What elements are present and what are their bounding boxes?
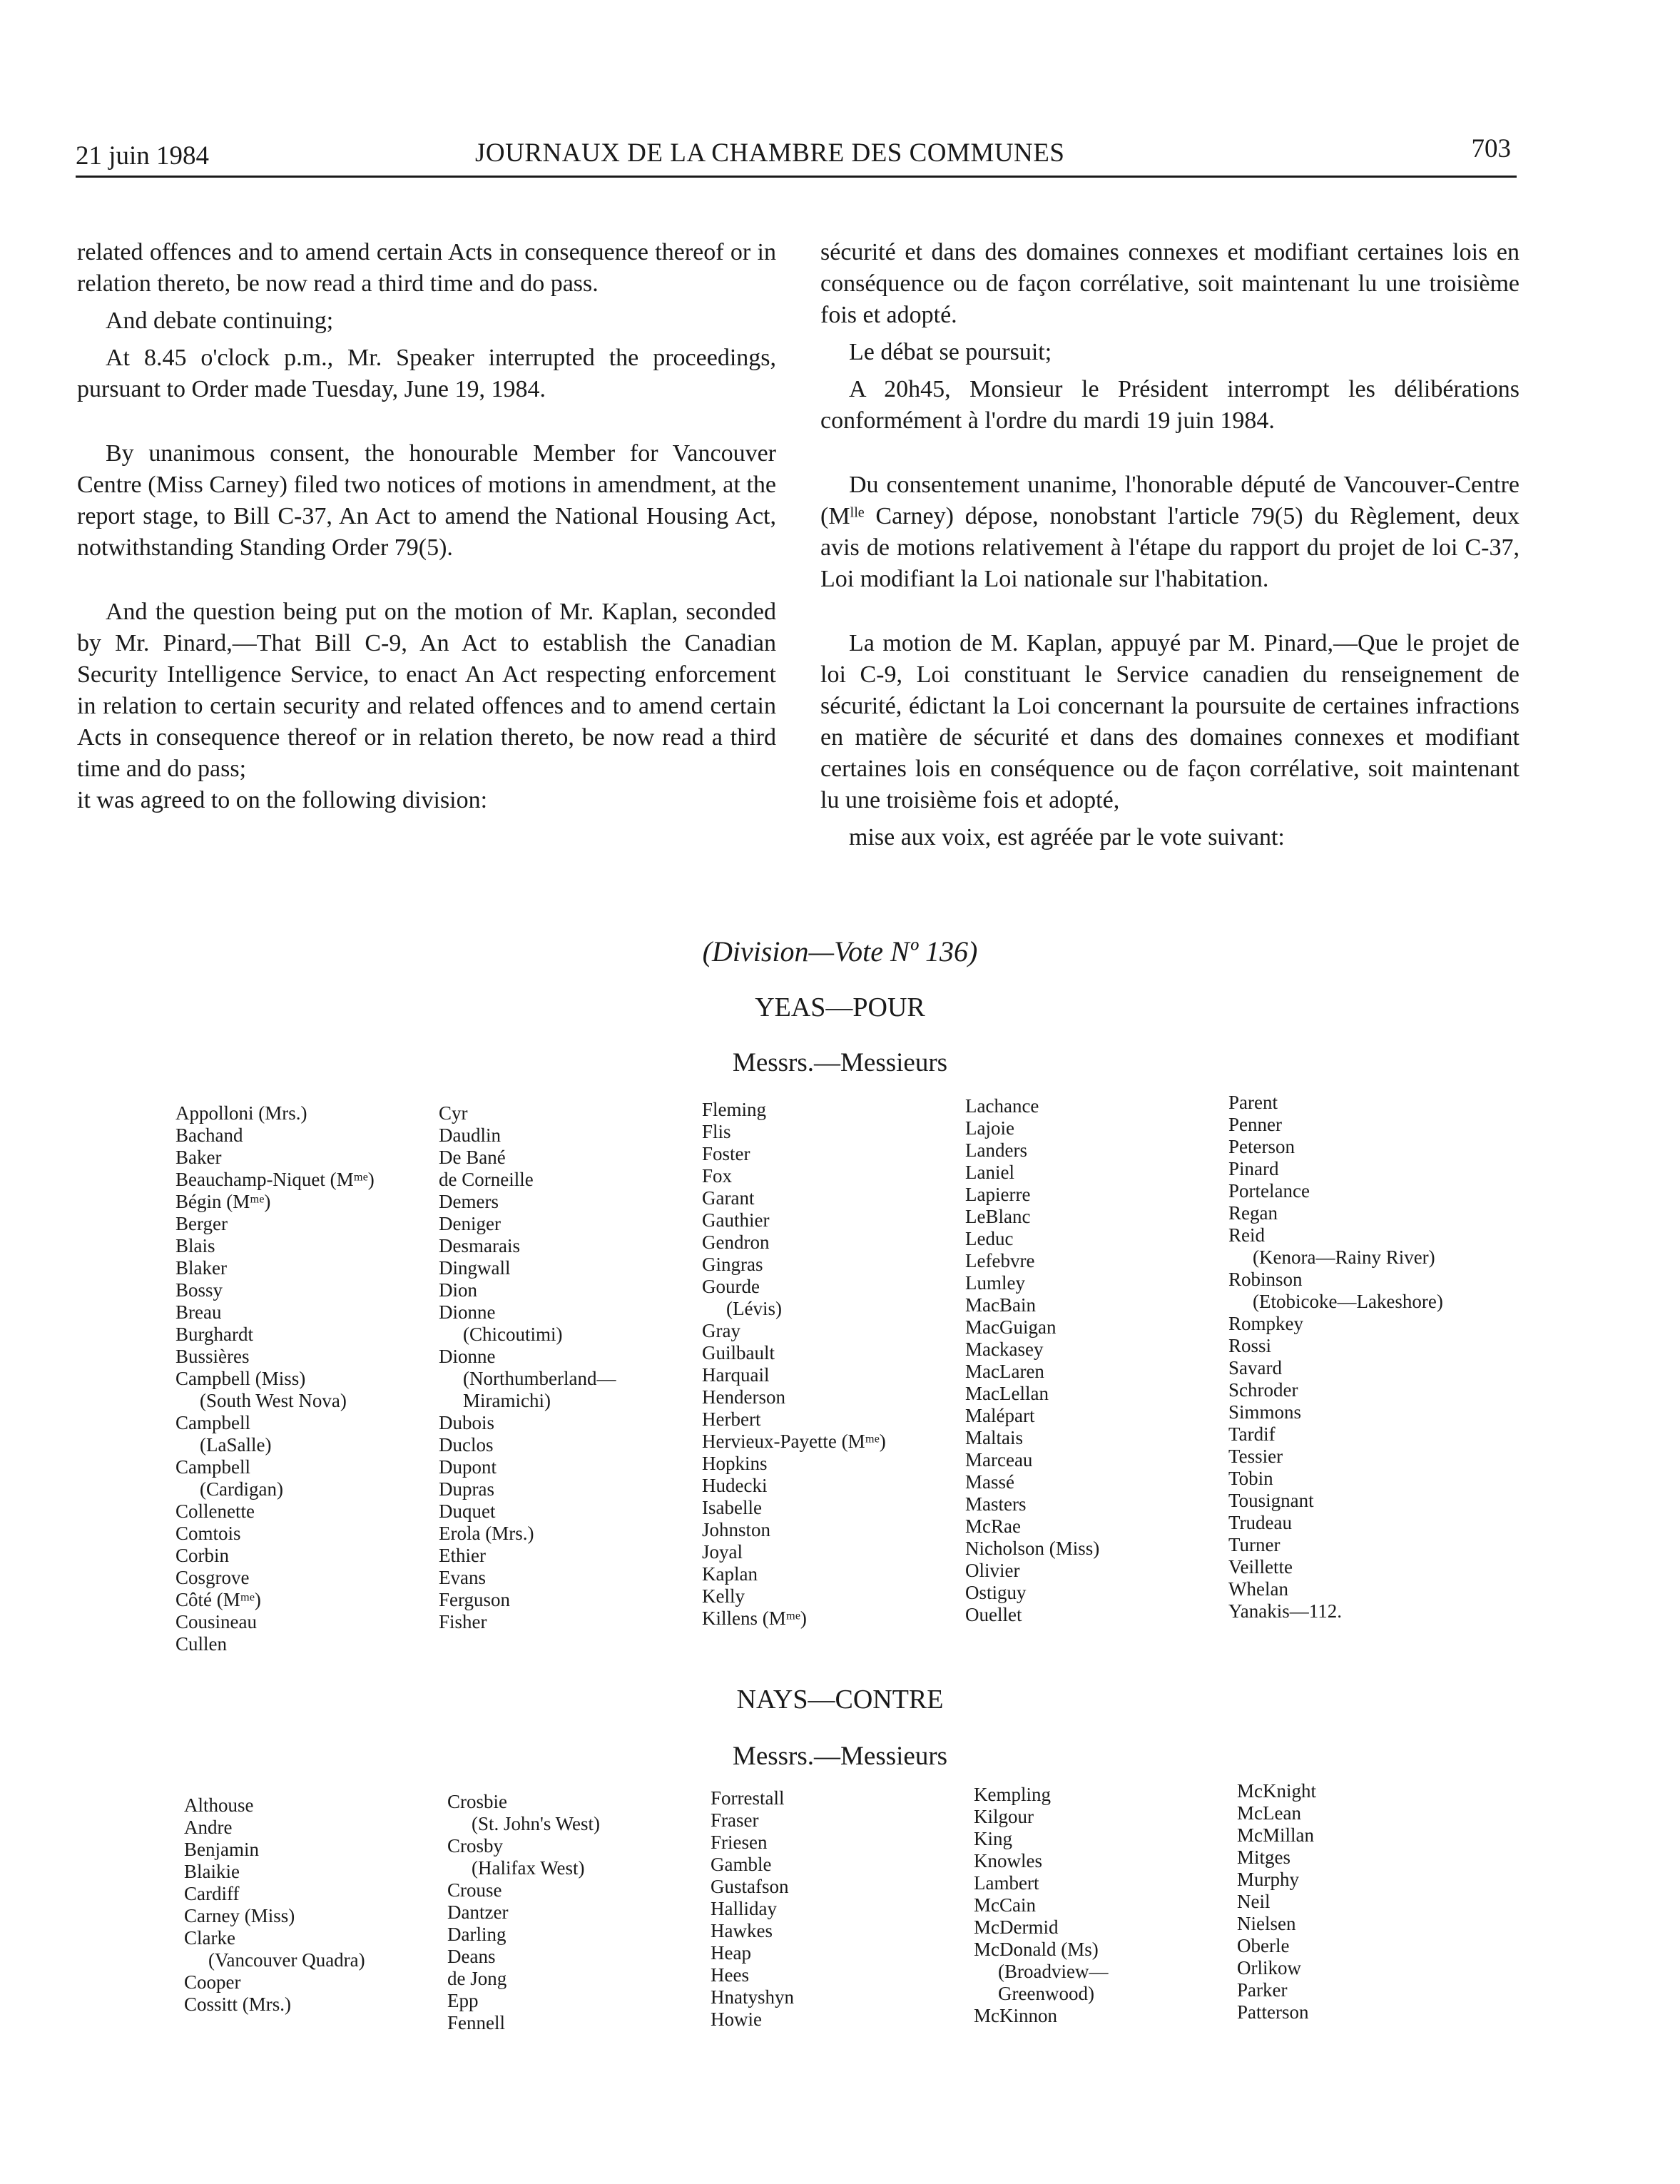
nay-member-name: McCain bbox=[974, 1894, 1036, 1916]
nays-column-3 bbox=[711, 1787, 794, 2031]
yea-member-name: Leduc bbox=[965, 1228, 1014, 1249]
english-column bbox=[77, 237, 776, 816]
yea-member-name: Blaker bbox=[175, 1257, 227, 1279]
nay-member-name: Clarke bbox=[184, 1927, 235, 1949]
yea-member-name: Cousineau bbox=[175, 1611, 257, 1632]
yea-member-name: Rompkey bbox=[1228, 1313, 1303, 1334]
nay-member-name: McMillan bbox=[1237, 1824, 1314, 1846]
yea-member-name: Robinson bbox=[1228, 1269, 1303, 1290]
yeas-column-5 bbox=[1228, 1092, 1443, 1622]
yea-member-name: Whelan bbox=[1228, 1578, 1288, 1600]
nay-member-name: Blaikie bbox=[184, 1861, 240, 1882]
yea-member-name: De Bané bbox=[439, 1147, 506, 1168]
yea-member-name: Campbell (Miss) bbox=[175, 1368, 306, 1389]
yea-member-name: LeBlanc bbox=[965, 1206, 1031, 1227]
yea-member-name: Ouellet bbox=[965, 1604, 1022, 1625]
yea-member-name: Lapierre bbox=[965, 1184, 1031, 1205]
yea-member-name: Massé bbox=[965, 1471, 1014, 1493]
yea-member-name: Lajoie bbox=[965, 1117, 1014, 1139]
yea-member-name: Turner bbox=[1228, 1534, 1281, 1555]
yea-member-name: Gauthier bbox=[702, 1209, 770, 1231]
nay-member-name: Forrestall bbox=[711, 1787, 785, 1809]
yea-member-name: (LaSalle) bbox=[200, 1434, 272, 1456]
english-paragraph-3: At 8.45 o'clock p.m., Mr. Speaker interrupted the proceedings, pursuant to Order made Tuesday, June 19, 1984. bbox=[77, 345, 776, 402]
nays-column-1 bbox=[184, 1794, 365, 2016]
yea-member-name: Ethier bbox=[439, 1545, 486, 1566]
nay-member-name: Mitges bbox=[1237, 1847, 1291, 1868]
english-paragraph-4: By unanimous consent, the honourable Member for Vancouver Centre (Miss Carney) filed two notices of motions in amendment, at the report stage, to Bill C-37, An Act to amend the National Housing Act, notwithstanding Standing Order 79(5). bbox=[77, 440, 776, 561]
yea-member-name: Duclos bbox=[439, 1434, 494, 1456]
journal-title: JOURNAUX DE LA CHAMBRE DES COMMUNES bbox=[475, 138, 1065, 168]
nay-member-name: McLean bbox=[1237, 1802, 1301, 1824]
yea-member-name: Penner bbox=[1228, 1114, 1282, 1135]
yeas-column-4 bbox=[965, 1095, 1099, 1626]
nay-member-name: Lambert bbox=[974, 1872, 1039, 1894]
yea-member-name: Landers bbox=[965, 1139, 1027, 1161]
nay-member-name: Andre bbox=[184, 1817, 233, 1838]
yea-member-name: (Kenora—Rainy River) bbox=[1253, 1246, 1435, 1268]
nay-member-name: Fraser bbox=[711, 1809, 759, 1831]
yea-member-name: Isabelle bbox=[702, 1497, 762, 1518]
yea-member-name: Beauchamp-Niquet (Mᵐᵉ) bbox=[175, 1169, 375, 1190]
nay-member-name: Neil bbox=[1237, 1891, 1271, 1912]
yea-member-name: (Northumberland— bbox=[463, 1368, 616, 1389]
yea-member-name: Appolloni (Mrs.) bbox=[175, 1102, 307, 1124]
yea-member-name: Comtois bbox=[175, 1523, 241, 1544]
yea-member-name: Corbin bbox=[175, 1545, 230, 1566]
nay-member-name: McKnight bbox=[1237, 1780, 1316, 1802]
yea-member-name: Deniger bbox=[439, 1213, 501, 1234]
yea-member-name: Dubois bbox=[439, 1412, 495, 1433]
nay-member-name: Cardiff bbox=[184, 1883, 240, 1904]
yea-member-name: Dionne bbox=[439, 1301, 496, 1323]
yea-member-name: de Corneille bbox=[439, 1169, 534, 1190]
french-paragraph-6: mise aux voix, est agréée par le vote suivant: bbox=[849, 824, 1285, 850]
nay-member-name: (Broadview— bbox=[998, 1961, 1109, 1982]
yea-member-name: Kaplan bbox=[702, 1563, 758, 1585]
nay-member-name: Cooper bbox=[184, 1971, 241, 1993]
yea-member-name: Lachance bbox=[965, 1095, 1039, 1117]
yea-member-name: Campbell bbox=[175, 1456, 250, 1478]
yea-member-name: Breau bbox=[175, 1301, 222, 1323]
yea-member-name: Cosgrove bbox=[175, 1567, 250, 1588]
nay-member-name: Parker bbox=[1237, 1979, 1288, 2001]
yea-member-name: Guilbault bbox=[702, 1342, 775, 1363]
nay-member-name: Cossitt (Mrs.) bbox=[184, 1993, 292, 2015]
yea-member-name: Parent bbox=[1228, 1092, 1278, 1113]
yea-member-name: Dion bbox=[439, 1279, 477, 1301]
nay-member-name: Gamble bbox=[711, 1854, 772, 1875]
nay-member-name: Oberle bbox=[1237, 1935, 1290, 1956]
yea-member-name: Demers bbox=[439, 1191, 499, 1212]
nay-member-name: McKinnon bbox=[974, 2005, 1057, 2026]
yea-member-name: (South West Nova) bbox=[200, 1390, 347, 1411]
yea-member-name: Schroder bbox=[1228, 1379, 1298, 1401]
nay-member-name: King bbox=[974, 1828, 1012, 1849]
yea-member-name: Duquet bbox=[439, 1500, 496, 1522]
yea-member-name: MacGuigan bbox=[965, 1316, 1057, 1338]
yea-member-name: Herbert bbox=[702, 1408, 761, 1430]
yea-member-name: Fisher bbox=[439, 1611, 487, 1632]
french-paragraph-4: Du consentement unanime, l'honorable député de Vancouver-Centre (Mˡˡᵉ Carney) dépose, nonobstant l'article 79(5) du Règlement, deux avis de motions relativement à l'étape du rapport du projet de loi C-37, Loi modifiant la Loi nationale sur l'habitation. bbox=[820, 472, 1519, 592]
nays-heading: NAYS—CONTRE bbox=[736, 1685, 944, 1715]
yea-member-name: Yanakis—112. bbox=[1228, 1600, 1343, 1622]
yea-member-name: Peterson bbox=[1228, 1136, 1295, 1157]
yea-member-name: MacLaren bbox=[965, 1361, 1044, 1382]
nay-member-name: Fennell bbox=[447, 2012, 505, 2033]
yea-member-name: Henderson bbox=[702, 1386, 785, 1408]
yea-member-name: Johnston bbox=[702, 1519, 771, 1540]
yea-member-name: Fleming bbox=[702, 1099, 767, 1120]
nays-messrs-heading: Messrs.—Messieurs bbox=[732, 1742, 948, 1771]
yea-member-name: Bussières bbox=[175, 1346, 250, 1367]
nay-member-name: Kempling bbox=[974, 1784, 1051, 1805]
yea-member-name: Savard bbox=[1228, 1357, 1282, 1378]
nays-column-5 bbox=[1237, 1780, 1316, 2023]
yea-member-name: Flis bbox=[702, 1121, 731, 1142]
nay-member-name: Orlikow bbox=[1237, 1957, 1301, 1979]
nay-member-name: Kilgour bbox=[974, 1806, 1034, 1827]
yea-member-name: Maltais bbox=[965, 1427, 1023, 1448]
nay-member-name: Epp bbox=[447, 1990, 479, 2011]
nay-member-name: Benjamin bbox=[184, 1839, 259, 1860]
yea-member-name: Tardif bbox=[1228, 1423, 1276, 1445]
division-title: (Division—Vote Nº 136) bbox=[702, 935, 978, 967]
yea-member-name: (Lévis) bbox=[726, 1298, 782, 1319]
english-paragraph-2: And debate continuing; bbox=[106, 308, 334, 334]
yea-member-name: Gendron bbox=[702, 1231, 770, 1253]
nay-member-name: Knowles bbox=[974, 1850, 1042, 1871]
yea-member-name: Nicholson (Miss) bbox=[965, 1538, 1100, 1559]
yea-member-name: Berger bbox=[175, 1213, 228, 1234]
french-column bbox=[820, 237, 1519, 853]
yea-member-name: Tousignant bbox=[1228, 1490, 1314, 1511]
yeas-column-2 bbox=[439, 1102, 616, 1633]
yea-member-name: Collenette bbox=[175, 1500, 255, 1522]
nay-member-name: Patterson bbox=[1237, 2001, 1309, 2023]
nay-member-name: McDonald (Ms) bbox=[974, 1939, 1099, 1960]
page-number: 703 bbox=[1471, 134, 1511, 163]
yea-member-name: Dingwall bbox=[439, 1257, 511, 1279]
nay-member-name: Hees bbox=[711, 1964, 749, 1986]
yea-member-name: Lefebvre bbox=[965, 1250, 1035, 1271]
yeas-column-3 bbox=[702, 1099, 886, 1630]
nay-member-name: Gustafson bbox=[711, 1876, 789, 1897]
yea-member-name: Tessier bbox=[1228, 1446, 1283, 1467]
french-paragraph-3: A 20h45, Monsieur le Président interrompt les délibérations conformément à l'ordre du mardi 19 juin 1984. bbox=[820, 376, 1519, 434]
nay-member-name: Darling bbox=[447, 1924, 506, 1945]
yea-member-name: (Etobicoke—Lakeshore) bbox=[1253, 1291, 1443, 1312]
yea-member-name: Harquail bbox=[702, 1364, 770, 1386]
yea-member-name: Lumley bbox=[965, 1272, 1025, 1294]
nay-member-name: Friesen bbox=[711, 1832, 768, 1853]
yea-member-name: Killens (Mᵐᵉ) bbox=[702, 1607, 807, 1629]
yea-member-name: Campbell bbox=[175, 1412, 250, 1433]
yea-member-name: Joyal bbox=[702, 1541, 743, 1563]
yea-member-name: Malépart bbox=[965, 1405, 1035, 1426]
yea-member-name: Cyr bbox=[439, 1102, 468, 1124]
nay-member-name: Crosby bbox=[447, 1835, 504, 1857]
yea-member-name: Ferguson bbox=[439, 1589, 511, 1610]
yea-member-name: Tobin bbox=[1228, 1468, 1273, 1489]
yea-member-name: Dionne bbox=[439, 1346, 496, 1367]
nay-member-name: Hawkes bbox=[711, 1920, 773, 1941]
yea-member-name: Marceau bbox=[965, 1449, 1033, 1471]
nay-member-name: Althouse bbox=[184, 1794, 254, 1816]
nay-member-name: Nielsen bbox=[1237, 1913, 1296, 1934]
yea-member-name: Hervieux-Payette (Mᵐᵉ) bbox=[702, 1431, 886, 1452]
nay-member-name: Heap bbox=[711, 1942, 751, 1964]
nay-member-name: Halliday bbox=[711, 1898, 777, 1919]
nay-member-name: (St. John's West) bbox=[472, 1813, 600, 1834]
yea-member-name: Olivier bbox=[965, 1560, 1020, 1581]
yea-member-name: Foster bbox=[702, 1143, 750, 1164]
english-paragraph-1: related offences and to amend certain Acts in consequence thereof or in relation thereto, be now read a third time and do pass. bbox=[77, 239, 776, 297]
nay-member-name: Deans bbox=[447, 1946, 496, 1967]
french-paragraph-1: sécurité et dans des domaines connexes et modifiant certaines lois en conséquence ou de façon corrélative, soit maintenant lu une troisième fois et adopté. bbox=[820, 239, 1519, 328]
yea-member-name: Blais bbox=[175, 1235, 215, 1256]
header-date: 21 juin 1984 bbox=[76, 141, 210, 171]
nay-member-name: Carney (Miss) bbox=[184, 1905, 295, 1926]
french-paragraph-2: Le débat se poursuit; bbox=[849, 339, 1052, 365]
nay-member-name: Crosbie bbox=[447, 1791, 507, 1812]
page-header bbox=[76, 128, 1517, 178]
yeas-messrs-heading: Messrs.—Messieurs bbox=[732, 1048, 948, 1077]
nay-member-name: Hnatyshyn bbox=[711, 1986, 794, 2008]
nay-member-name: (Vancouver Quadra) bbox=[208, 1949, 365, 1971]
yea-member-name: (Chicoutimi) bbox=[463, 1324, 563, 1345]
yea-member-name: Baker bbox=[175, 1147, 222, 1168]
yea-member-name: Gray bbox=[702, 1320, 740, 1341]
yea-member-name: Laniel bbox=[965, 1162, 1014, 1183]
yea-member-name: Miramichi) bbox=[463, 1390, 551, 1411]
yea-member-name: Veillette bbox=[1228, 1556, 1293, 1578]
yea-member-name: Evans bbox=[439, 1567, 486, 1588]
yea-member-name: Erola (Mrs.) bbox=[439, 1523, 534, 1544]
nay-member-name: (Halifax West) bbox=[472, 1857, 585, 1879]
english-paragraph-6: it was agreed to on the following division: bbox=[77, 787, 488, 813]
yea-member-name: Cullen bbox=[175, 1633, 227, 1655]
yea-member-name: Reid bbox=[1228, 1224, 1265, 1246]
yea-member-name: Gingras bbox=[702, 1254, 763, 1275]
yea-member-name: Bégin (Mᵐᵉ) bbox=[175, 1191, 271, 1212]
yea-member-name: Dupont bbox=[439, 1456, 497, 1478]
nay-member-name: Murphy bbox=[1237, 1869, 1299, 1890]
yea-member-name: (Cardigan) bbox=[200, 1478, 283, 1500]
yea-member-name: Mackasey bbox=[965, 1339, 1044, 1360]
yea-member-name: Portelance bbox=[1228, 1180, 1310, 1202]
yea-member-name: Hudecki bbox=[702, 1475, 768, 1496]
yea-member-name: Bachand bbox=[175, 1124, 243, 1146]
english-paragraph-5: And the question being put on the motion of Mr. Kaplan, seconded by Mr. Pinard,—That Bill C-9, An Act to establish the Canadian Security Intelligence Service, to enact An Act respecting enforcement in relation to certain security and related offences and to amend certain Acts in consequence thereof or in relation thereto, be now read a third time and do pass; bbox=[77, 599, 776, 782]
yea-member-name: Masters bbox=[965, 1493, 1027, 1515]
yea-member-name: Gourde bbox=[702, 1276, 760, 1297]
yea-member-name: Regan bbox=[1228, 1202, 1278, 1224]
nays-column-4 bbox=[974, 1784, 1108, 2027]
french-paragraph-5: La motion de M. Kaplan, appuyé par M. Pinard,—Que le projet de loi C-9, Loi constituant le Service canadien du renseignement de sécurité, édictant la Loi concernant la poursuite de certaines infractions en matière de sécurité et dans des domaines connexes et modifiant certaines lois en conséquence ou de façon corrélative, soit maintenant lu une troisième fois et adopté, bbox=[820, 630, 1519, 813]
yea-member-name: Dupras bbox=[439, 1478, 494, 1500]
yea-member-name: MacLellan bbox=[965, 1383, 1049, 1404]
nay-member-name: de Jong bbox=[447, 1968, 507, 1989]
yea-member-name: Fox bbox=[702, 1165, 733, 1187]
yea-member-name: Côté (Mᵐᵉ) bbox=[175, 1589, 261, 1610]
yea-member-name: Daudlin bbox=[439, 1124, 501, 1146]
yea-member-name: Ostiguy bbox=[965, 1582, 1027, 1603]
yea-member-name: Rossi bbox=[1228, 1335, 1272, 1356]
yea-member-name: MacBain bbox=[965, 1294, 1036, 1316]
yea-member-name: McRae bbox=[965, 1515, 1021, 1537]
nays-column-2 bbox=[447, 1791, 600, 2034]
nay-member-name: Crouse bbox=[447, 1879, 502, 1901]
yea-member-name: Desmarais bbox=[439, 1235, 520, 1256]
yea-member-name: Bossy bbox=[175, 1279, 223, 1301]
yea-member-name: Kelly bbox=[702, 1585, 745, 1607]
yeas-column-1 bbox=[175, 1102, 375, 1655]
yeas-heading: YEAS—POUR bbox=[755, 992, 925, 1022]
yea-member-name: Hopkins bbox=[702, 1453, 768, 1474]
nay-member-name: Dantzer bbox=[447, 1901, 509, 1923]
nay-member-name: Greenwood) bbox=[998, 1983, 1094, 2004]
yea-member-name: Pinard bbox=[1228, 1158, 1279, 1179]
nay-member-name: Howie bbox=[711, 2008, 762, 2030]
nay-member-name: McDermid bbox=[974, 1916, 1059, 1938]
yea-member-name: Burghardt bbox=[175, 1324, 253, 1345]
yea-member-name: Simmons bbox=[1228, 1401, 1302, 1423]
yea-member-name: Garant bbox=[702, 1187, 755, 1209]
yea-member-name: Trudeau bbox=[1228, 1512, 1293, 1533]
